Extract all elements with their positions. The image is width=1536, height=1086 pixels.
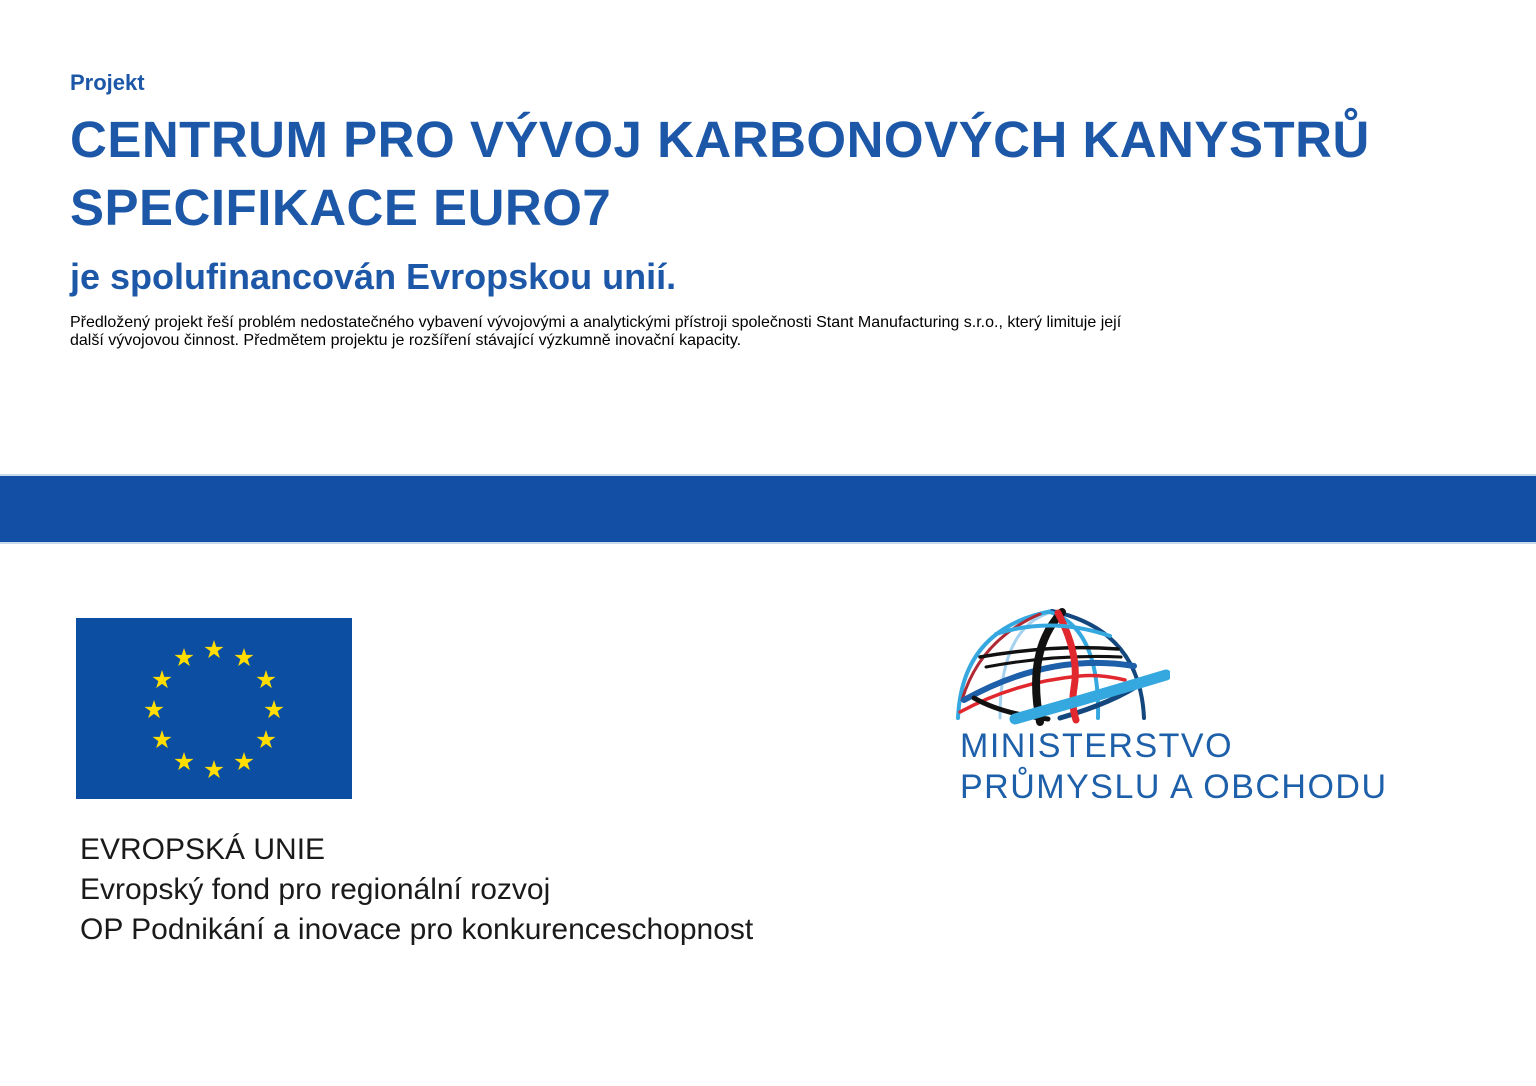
cofinancing-statement: je spolufinancován Evropskou unií. — [70, 256, 677, 297]
eu-flag-icon — [76, 618, 352, 799]
ministry-name — [960, 726, 1388, 808]
eu-program-label: OP Podnikání a inovace pro konkurenceschopnost — [80, 913, 754, 946]
project-title-line1: CENTRUM PRO VÝVOJ KARBONOVÝCH KANYSTRŮ — [70, 111, 1370, 168]
divider-bar — [0, 474, 1536, 544]
eu-funding-text — [80, 830, 753, 950]
project-description-line1: Předložený projekt řeší problém nedostatečného vybavení vývojovými a analytickými přístroji společnosti Stant Manufacturing s.r.o., který limituje její — [70, 314, 1122, 331]
ministry-name-line2: PRŮMYSLU A OBCHODU — [960, 768, 1388, 806]
ministry-globe-icon — [940, 600, 1170, 730]
ministry-name-line1: MINISTERSTVO — [960, 727, 1234, 765]
project-title-line2: SPECIFIKACE EURO7 — [70, 179, 612, 236]
project-title — [70, 106, 1470, 242]
project-label: Projekt — [70, 70, 145, 95]
eu-union-label: EVROPSKÁ UNIE — [80, 833, 326, 866]
project-description-line2: další vývojovou činnost. Předmětem projektu je rozšíření stávající výzkumně inovační kapacity. — [70, 332, 742, 349]
eu-fund-label: Evropský fond pro regionální rozvoj — [80, 873, 551, 906]
project-header — [70, 70, 1470, 366]
